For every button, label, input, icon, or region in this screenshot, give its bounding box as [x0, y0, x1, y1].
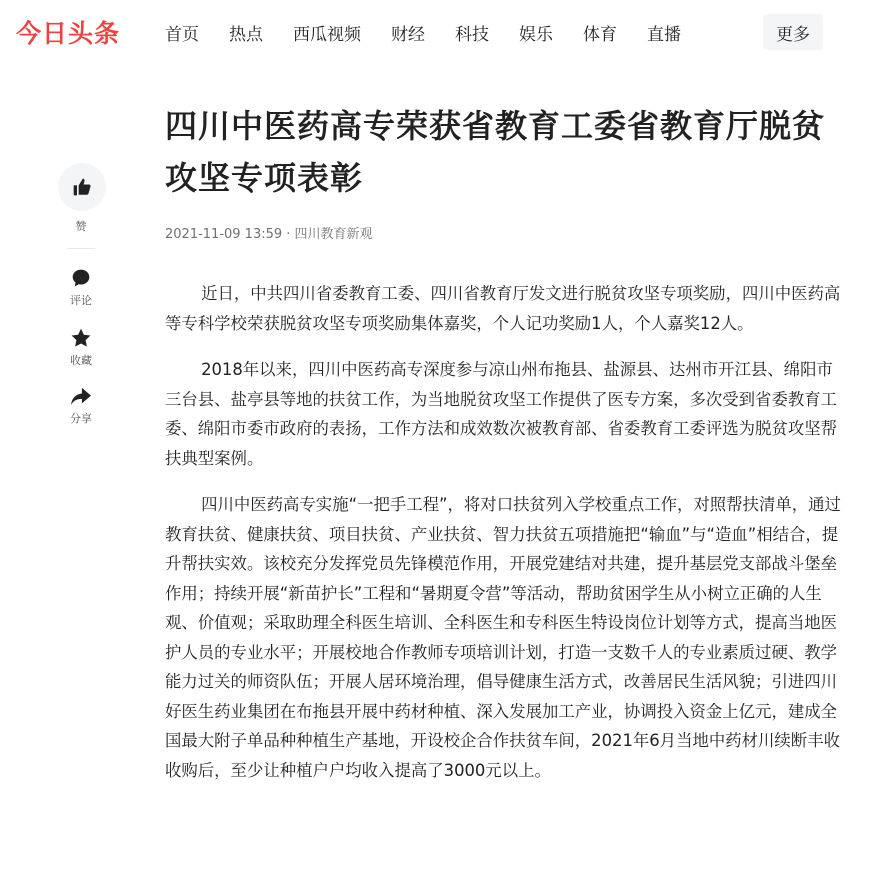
share-label: 分享	[70, 412, 92, 425]
comment-label: 评论	[70, 294, 92, 307]
top-navigation-bar	[0, 0, 875, 64]
article-title: 四川中医药高专荣获省教育工委省教育厅脱贫攻坚专项表彰	[165, 107, 826, 197]
nav-item-entertainment[interactable]: 娱乐	[519, 24, 553, 45]
nav-item-sports[interactable]: 体育	[583, 24, 617, 45]
article-paragraph: 四川中医药高专实施“一把手工程”，将对口扶贫列入学校重点工作，对照帮扶清单，通过教育扶贫、健康扶贫、项目扶贫、产业扶贫、智力扶贫五项措施把“输血”与“造血”相结合，提升帮扶实效。该校充分发挥党员先锋模范作用，开展党建结对共建，提升基层党支部战斗堡垒作用；持续开展“新苗护长”工程和“暑期夏令营”等活动，帮助贫困学生从小树立正确的人生观、价值观；采取助理全科医生培训、全科医生和专科医生特设岗位计划等方式，提高当地医护人员的专业水平；开展校地合作教师专项培训计划，打造一支数千人的专业素质过硬、教学能力过关的师资队伍；开展人居环境治理，倡导健康生活方式，改善居民生活风貌；引进四川好医生药业集团在布拖县开展中药材种植、深入发展加工产业，协调投入资金上亿元，建成全国最大附子单品种种植生产基地，开设校企合作扶贫车间，2021年6月当地中药材川续断丰收收购后，至少让种植户户均收入提高了3000元以上。	[165, 495, 841, 780]
nav-item-home[interactable]: 首页	[165, 24, 199, 45]
article-meta: 2021-11-09 13:59 · 四川教育新观	[165, 227, 373, 242]
thumbs-up-icon	[72, 177, 92, 197]
nav-item-tech[interactable]: 科技	[455, 24, 489, 45]
nav-item-live[interactable]: 直播	[647, 24, 681, 45]
article-paragraph: 2018年以来，四川中医药高专深度参与凉山州布拖县、盐源县、达州市开江县、绵阳市三台县、盐亭县等地的扶贫工作，为当地脱贫攻坚工作提供了医专方案，多次受到省委教育工委、绵阳市委市政府的表扬，工作方法和成效数次被教育部、省委教育工委评选为脱贫攻坚帮扶典型案例。	[165, 360, 838, 468]
article-action-sidebar	[55, 163, 107, 426]
nav-item-hot[interactable]: 热点	[229, 24, 263, 45]
nav-item-finance[interactable]: 财经	[391, 24, 425, 45]
comment-icon	[71, 268, 91, 288]
article	[165, 100, 845, 802]
comment-button[interactable]	[55, 268, 107, 308]
article-paragraph: 近日，中共四川省委教育工委、四川省教育厅发文进行脱贫攻坚专项奖励，四川中医药高等专科学校荣获脱贫攻坚专项奖励集体嘉奖，个人记功奖励1人，个人嘉奖12人。	[165, 284, 841, 333]
like-label: 赞	[75, 220, 87, 233]
share-button[interactable]	[55, 387, 107, 426]
sidebar-divider	[67, 248, 95, 249]
nav-item-xigua-video[interactable]: 西瓜视频	[293, 24, 361, 45]
like-circle[interactable]	[58, 163, 106, 211]
nav-more-button[interactable]: 更多	[763, 14, 823, 50]
site-logo[interactable]: 今日头条	[16, 19, 121, 48]
share-arrow-icon	[70, 387, 92, 407]
star-icon	[70, 327, 92, 349]
favorite-label: 收藏	[70, 354, 92, 367]
like-button[interactable]	[55, 163, 107, 234]
main-nav	[150, 14, 696, 50]
article-body	[165, 279, 845, 785]
favorite-button[interactable]	[55, 327, 107, 368]
